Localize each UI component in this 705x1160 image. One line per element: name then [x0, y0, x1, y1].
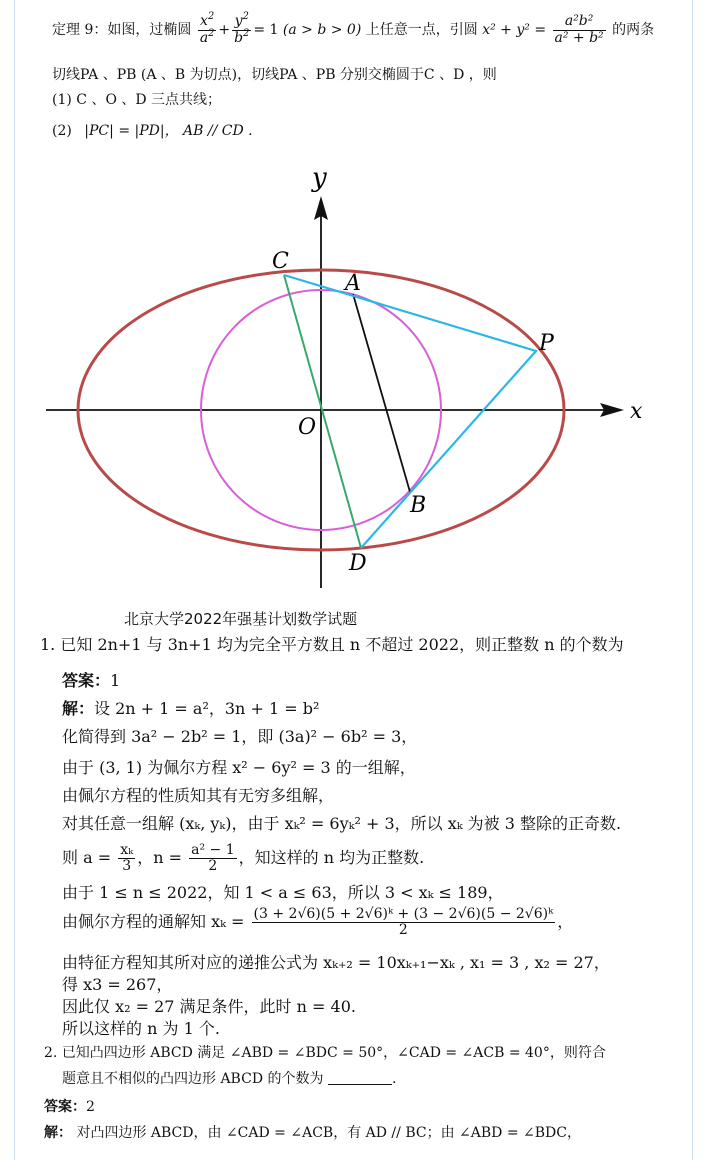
q1-solution-line-3: 由于 (3, 1) 为佩尔方程 x² − 6y² = 3 的一组解， — [62, 758, 416, 777]
circle-radius-frac: $\frac{\text{a²b²}}{\text{a² + b²}}$ — [554, 13, 604, 46]
label-p: P — [539, 331, 554, 356]
q1-solution-line-1: 解：设 2n + 1 = a²，3n + 1 = b² — [62, 699, 320, 718]
label-x: x — [630, 399, 643, 424]
q1-solution-line-7: 由于 1 ≤ n ≤ 2022，知 1 < a ≤ 63，所以 3 < xₖ ≤ 189， — [62, 883, 504, 902]
q1-stem: 1. 已知 2n+1 与 3n+1 均为完全平方数且 n 不超过 2022，则正整数 n 的个数为 — [40, 635, 624, 654]
pell-general-solution-frac: $\frac{\text{(3 + 2√6)(5 + 2√6)ᵏ + (3 − 2√6)(5 − 2√6)ᵏ}}{2}$ — [253, 905, 554, 938]
theorem-item-2: (2) |PC| = |PD|， AB // CD . — [52, 123, 253, 139]
exam-title: 北京大学2022年强基计划数学试题 — [124, 610, 358, 628]
q1-solution-line-12: 所以这样的 n 为 1 个. — [62, 1019, 220, 1038]
label-o: O — [298, 415, 317, 440]
line-cd — [284, 275, 361, 548]
q2-stem-1: 2. 已知凸四边形 ABCD 满足 ∠ABD = ∠BDC = 50°，∠CAD = ∠ACB = 40°，则符合 — [44, 1045, 606, 1061]
q1-solution-line-8: 由佩尔方程的通解知 xₖ = $\frac{\text{(3 + 2√6)(5 + 2√6)ᵏ + (3 − 2√6)(5 − 2√6)ᵏ}}{2}$ ， — [62, 905, 574, 938]
q2-stem-2: 题意且不相似的凸四边形 ABCD 的个数为 . — [62, 1071, 397, 1087]
q2-solution: 解： 对凸四边形 ABCD，由 ∠CAD = ∠ACB，有 AD // BC；由 ∠ABD = ∠BDC， — [44, 1125, 581, 1141]
q1-solution-line-9: 由特征方程知其所对应的递推公式为 xₖ₊₂ = 10xₖ₊₁−xₖ , x₁ = 3 , x₂ = 27， — [62, 953, 610, 972]
ellipse-frac-x: $\frac{x^2}{a^2}$ — [199, 11, 215, 46]
frac-a2-minus-1-over-2: $\frac{\text{a² − 1}}{2}$ — [191, 841, 235, 874]
theorem-item-1: (1) C 、O 、D 三点共线； — [52, 92, 222, 108]
q1-solution-line-11: 因此仅 x₂ = 27 满足条件，此时 n = 40. — [62, 997, 356, 1016]
label-c: C — [272, 249, 289, 274]
q2-answer: 答案：2 — [44, 1099, 95, 1115]
q1-solution-line-2: 化简得到 3a² − 2b² = 1，即 (3a)² − 6b² = 3， — [62, 727, 418, 746]
line-ab — [353, 294, 410, 492]
label-b: B — [410, 493, 427, 518]
q1-solution-line-5: 对其任意一组解 (xₖ, yₖ)，由于 xₖ² = 6yₖ² + 3，所以 xₖ 为被 3 整除的正奇数. — [62, 814, 622, 833]
plus-sign: + — [218, 22, 231, 38]
theorem-label: 定理 9：如图，过椭圆 — [52, 22, 192, 38]
theorem-end-text: 的两条 — [612, 22, 655, 38]
answer-blank[interactable] — [328, 1070, 392, 1085]
ellipse-frac-y: $\frac{y^2}{b^2}$ — [234, 11, 250, 46]
q1-solution-line-6: 则 a = $\frac{\text{xₖ}}{3}$ ，n = $\frac{\text{a² − 1}}{2}$ ，知这样的 n 均为正整数. — [62, 841, 425, 874]
theorem-mid-text: 上任意一点，引圆 — [365, 22, 478, 38]
label-y: y — [312, 163, 327, 193]
ellipse-condition: (a > b > 0) — [282, 22, 362, 38]
label-a: A — [345, 271, 361, 296]
theorem-line-2: 切线PA 、PB (A 、B 为切点)，切线PA 、PB 分别交椭圆于C 、D ，则 — [52, 67, 497, 83]
label-d: D — [349, 551, 367, 576]
frac-xk-over-3: $\frac{\text{xₖ}}{3}$ — [120, 841, 134, 874]
equals-one: = 1 — [253, 22, 279, 38]
q1-solution-line-4: 由佩尔方程的性质知其有无穷多组解， — [62, 786, 335, 805]
q1-solution-line-10: 得 x3 = 267， — [62, 975, 173, 994]
q1-answer: 答案：1 — [62, 671, 121, 690]
circle-lhs: x² + y² = — [482, 22, 547, 38]
